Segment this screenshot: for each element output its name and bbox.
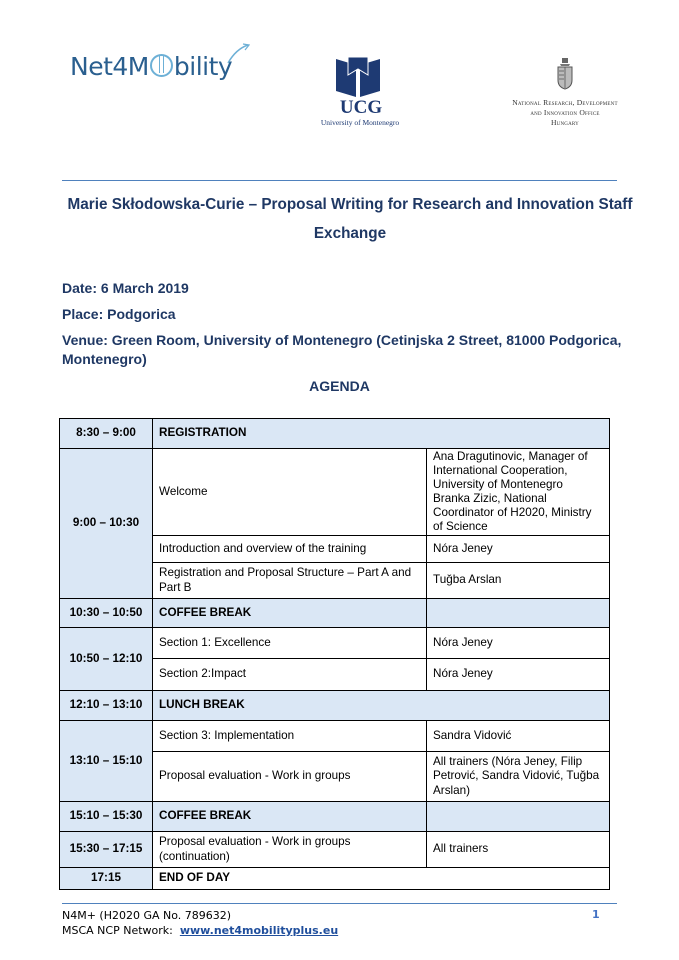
time-cell: 10:50 – 12:10 bbox=[60, 628, 153, 691]
registration-label: REGISTRATION bbox=[153, 419, 610, 449]
time-cell: 9:00 – 10:30 bbox=[60, 449, 153, 599]
nrdi-line1: National Research, Development bbox=[512, 98, 618, 107]
title-line2: Exchange bbox=[313, 225, 387, 242]
event-place: Place: Podgorica bbox=[62, 306, 176, 322]
time-cell: 8:30 – 9:00 bbox=[60, 419, 153, 449]
event-date: Date: 6 March 2019 bbox=[62, 280, 189, 296]
table-row bbox=[60, 721, 610, 752]
speaker-cell: Nóra Jeney bbox=[427, 659, 610, 691]
document-title bbox=[60, 190, 640, 248]
time-cell: 17:15 bbox=[60, 868, 153, 890]
agenda-table bbox=[59, 418, 610, 890]
session-cell: Welcome bbox=[153, 449, 427, 536]
footer-grant: N4M+ (H2020 GA No. 789632) bbox=[62, 909, 232, 922]
table-row bbox=[60, 449, 610, 536]
table-row bbox=[60, 802, 610, 832]
event-venue bbox=[62, 331, 621, 369]
table-row bbox=[60, 832, 610, 868]
speaker-cell: Sandra Vidović bbox=[427, 721, 610, 752]
empty-cell bbox=[427, 802, 610, 832]
table-row bbox=[60, 628, 610, 659]
speaker-cell: All trainers bbox=[427, 832, 610, 868]
time-cell: 15:30 – 17:15 bbox=[60, 832, 153, 868]
footer-network bbox=[62, 923, 338, 938]
ucg-book-icon bbox=[334, 55, 382, 99]
time-cell: 15:10 – 15:30 bbox=[60, 802, 153, 832]
speaker-cell: Tuğba Arslan bbox=[427, 563, 610, 599]
table-row bbox=[60, 691, 610, 721]
speaker-name: Ana Dragutinovic, Manager of International Cooperation, University of Montenegro bbox=[433, 450, 588, 491]
speaker-cell: All trainers (Nóra Jeney, Filip Petrović, Sandra Vidović, Tuğba Arslan) bbox=[427, 752, 610, 802]
globe-icon bbox=[150, 54, 173, 77]
session-cell: Proposal evaluation - Work in groups (continuation) bbox=[153, 832, 427, 868]
speaker-cell: Nóra Jeney bbox=[427, 536, 610, 563]
page-number: 1 bbox=[592, 908, 600, 921]
session-cell: Section 3: Implementation bbox=[153, 721, 427, 752]
break-label: LUNCH BREAK bbox=[153, 691, 610, 721]
footer bbox=[62, 908, 338, 938]
table-row bbox=[60, 419, 610, 449]
session-cell: Section 2:Impact bbox=[153, 659, 427, 691]
logo-text-part1: Net4M bbox=[70, 52, 149, 81]
footer-divider bbox=[62, 903, 617, 904]
ucg-subtitle: University of Montenegro bbox=[320, 118, 400, 127]
session-cell: Proposal evaluation - Work in groups bbox=[153, 752, 427, 802]
agenda-heading: AGENDA bbox=[309, 378, 370, 394]
hungary-crest-icon bbox=[555, 58, 575, 90]
nrdi-logo-text bbox=[495, 98, 635, 128]
end-label: END OF DAY bbox=[153, 868, 610, 890]
nrdi-line3: Hungary bbox=[551, 118, 579, 127]
table-row bbox=[60, 599, 610, 628]
speaker-name: Branka Zizic, National Coordinator of H2020, Ministry of Science bbox=[433, 492, 592, 533]
table-row bbox=[60, 868, 610, 890]
header-divider bbox=[62, 180, 617, 181]
title-line1: Marie Skłodowska-Curie – Proposal Writing for Research and Innovation Staff bbox=[67, 196, 633, 213]
ucg-abbreviation: UCG bbox=[339, 97, 383, 118]
logo-text-part2: bility bbox=[173, 52, 233, 81]
footer-network-label: MSCA NCP Network: bbox=[62, 924, 173, 937]
venue-line2: Montenegro) bbox=[62, 351, 147, 367]
session-cell: Registration and Proposal Structure – Part A and Part B bbox=[153, 563, 427, 599]
time-cell: 12:10 – 13:10 bbox=[60, 691, 153, 721]
net4mobility-logo bbox=[70, 52, 232, 81]
website-link[interactable]: www.net4mobilityplus.eu bbox=[179, 924, 339, 937]
session-cell: Section 1: Excellence bbox=[153, 628, 427, 659]
venue-line1: Venue: Green Room, University of Montenegro (Cetinjska 2 Street, 81000 Podgorica, bbox=[62, 332, 622, 348]
plane-swoosh-icon bbox=[226, 43, 250, 65]
break-label: COFFEE BREAK bbox=[153, 599, 427, 628]
time-cell: 10:30 – 10:50 bbox=[60, 599, 153, 628]
session-cell: Introduction and overview of the training bbox=[153, 536, 427, 563]
nrdi-line2: and Innovation Office bbox=[530, 108, 600, 117]
break-label: COFFEE BREAK bbox=[153, 802, 427, 832]
empty-cell bbox=[427, 599, 610, 628]
speaker-cell bbox=[427, 449, 610, 536]
time-cell: 13:10 – 15:10 bbox=[60, 721, 153, 802]
speaker-cell: Nóra Jeney bbox=[427, 628, 610, 659]
